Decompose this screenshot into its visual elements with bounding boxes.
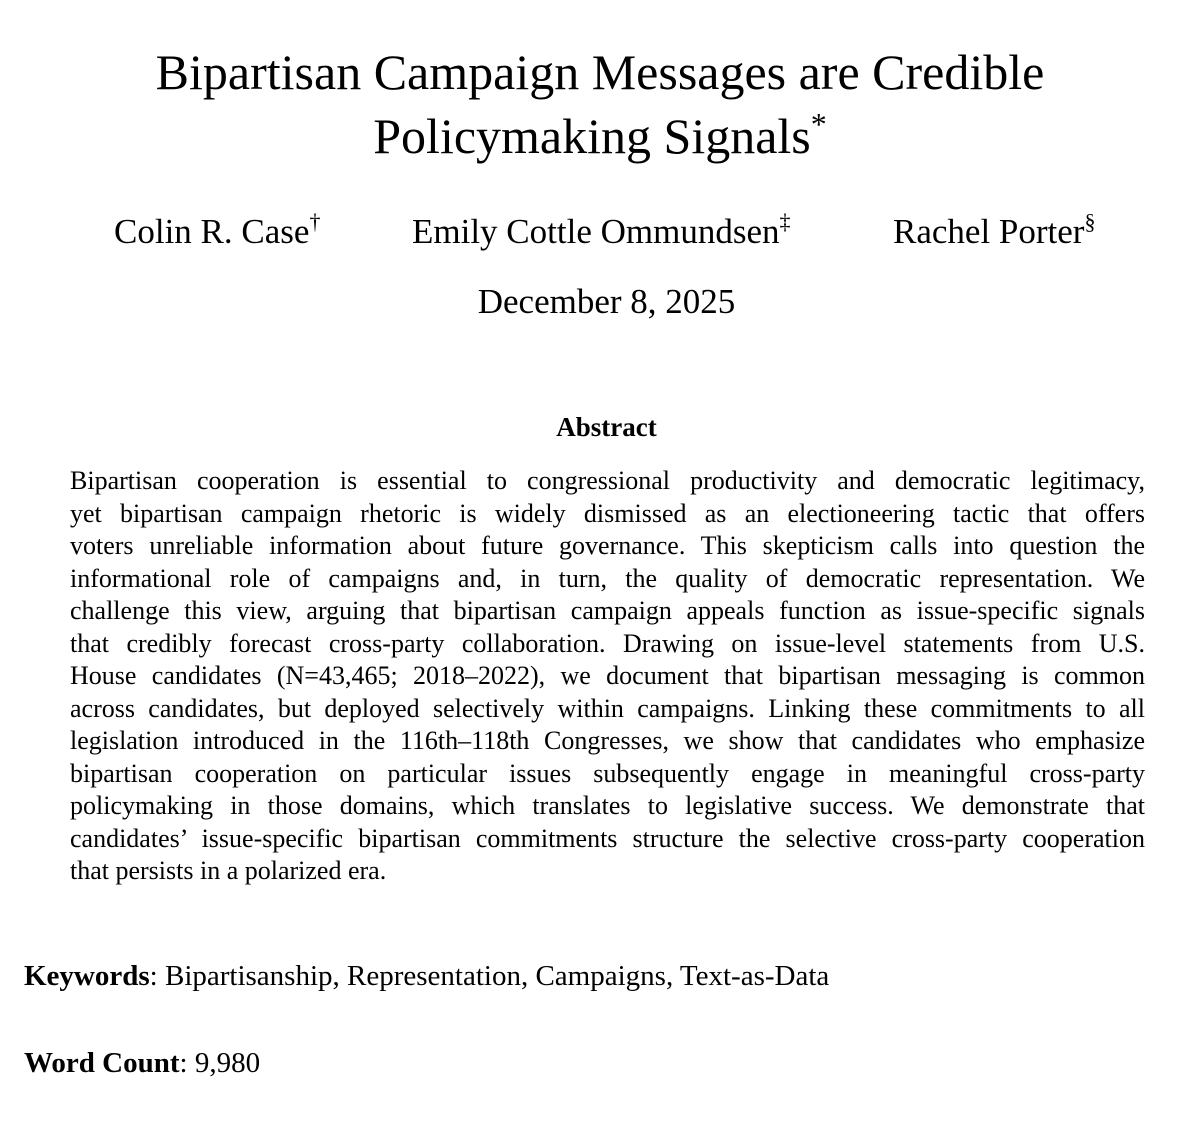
abstract-line: candidates’ issue-specific bipartisan commitments structure the selective cross-party cooperation bbox=[70, 823, 1145, 853]
abstract-line: Bipartisan cooperation is essential to congressional productivity and democratic legitimacy, bbox=[70, 466, 1145, 495]
author-footnote-mark: § bbox=[1084, 209, 1096, 234]
paper-date: December 8, 2025 bbox=[477, 282, 736, 321]
author-name: Emily Cottle Ommundsen bbox=[412, 212, 780, 251]
author-name: Colin R. Case bbox=[114, 212, 310, 251]
title-line-2: Policymaking Signals bbox=[373, 108, 811, 164]
abstract-line: yet bipartisan campaign rhetoric is widely dismissed as an electioneering tactic that offers bbox=[70, 498, 1145, 528]
abstract-line: informational role of campaigns and, in turn, the quality of democratic representation. We bbox=[70, 563, 1145, 593]
abstract-line: bipartisan cooperation on particular issues subsequently engage in meaningful cross-party bbox=[70, 758, 1145, 788]
word-count bbox=[24, 1045, 260, 1081]
author-1 bbox=[114, 210, 320, 254]
abstract-line: challenge this view, arguing that bipartisan campaign appeals function as issue-specific signals bbox=[70, 596, 1145, 625]
abstract-heading: Abstract bbox=[556, 412, 657, 442]
abstract-line: House candidates (N=43,465; 2018–2022), we document that bipartisan messaging is common bbox=[70, 661, 1145, 690]
abstract-line: across candidates, but deployed selectively within campaigns. Linking these commitments to all bbox=[70, 693, 1145, 723]
title-line-1: Bipartisan Campaign Messages are Credible bbox=[155, 44, 1045, 100]
author-2 bbox=[412, 210, 790, 254]
title-footnote-mark: * bbox=[810, 106, 827, 142]
paper-title bbox=[0, 40, 1200, 168]
author-footnote-mark: † bbox=[309, 209, 321, 234]
keywords-value: : Bipartisanship, Representation, Campaigns, Text-as-Data bbox=[149, 960, 830, 992]
author-3 bbox=[893, 210, 1095, 254]
abstract-line: voters unreliable information about future governance. This skepticism calls into question the bbox=[70, 531, 1145, 560]
author-footnote-mark: ‡ bbox=[779, 209, 791, 234]
word-count-value: : 9,980 bbox=[179, 1047, 261, 1079]
word-count-label: Word Count bbox=[24, 1047, 180, 1079]
abstract-line: that credibly forecast cross-party collaboration. Drawing on issue-level statements from U.S. bbox=[70, 628, 1145, 658]
abstract-line: that persists in a polarized era. bbox=[70, 856, 387, 885]
abstract-body bbox=[70, 465, 1145, 888]
keywords bbox=[24, 958, 829, 994]
abstract-line: legislation introduced in the 116th–118th Congresses, we show that candidates who emphasize bbox=[70, 726, 1145, 755]
keywords-label: Keywords bbox=[24, 960, 150, 992]
author-name: Rachel Porter bbox=[893, 212, 1085, 251]
abstract-line: policymaking in those domains, which translates to legislative success. We demonstrate that bbox=[70, 791, 1145, 820]
